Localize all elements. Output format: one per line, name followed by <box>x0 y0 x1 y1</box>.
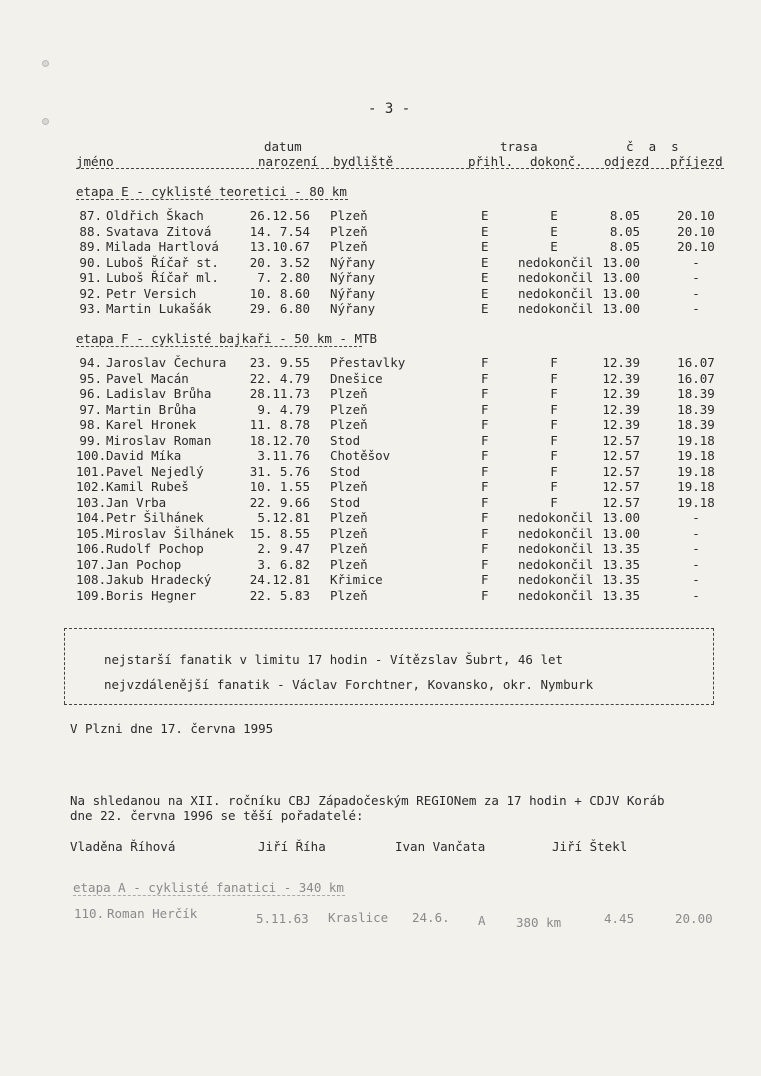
row-prijezd: 19.18 <box>677 494 715 510</box>
table-row <box>0 588 761 604</box>
row-born: 22. 4.79 <box>249 370 310 386</box>
row-prijezd: 19.18 <box>677 463 715 479</box>
row-name: Jakub Hradecký <box>106 572 212 587</box>
row-dokonc: nedokončil <box>518 510 594 525</box>
row-prijezd: 18.39 <box>677 386 715 401</box>
row-city: Nýřany <box>330 270 376 285</box>
row-born: 3.11.76 <box>257 448 310 463</box>
row-number: 101. <box>76 463 107 479</box>
row-prijezd: - <box>692 525 700 541</box>
organizer-name: Jiří Štekl <box>552 839 628 854</box>
row-number: 94. <box>79 355 102 370</box>
row-number: 96. <box>79 386 102 401</box>
header-dokonc: dokonč. <box>530 154 583 169</box>
row-city: Plzeň <box>330 525 368 541</box>
row-city: Plzeň <box>330 239 368 254</box>
row-odjezd: 8.05 <box>609 208 640 223</box>
row-name: Jaroslav Čechura <box>106 355 227 370</box>
row-dokonc: E <box>550 223 558 239</box>
row-number: 88. <box>79 223 102 239</box>
row-city: Dnešice <box>330 370 383 386</box>
row-prijezd: 16.07 <box>677 370 715 386</box>
row-name: Pavel Nejedlý <box>106 463 204 479</box>
row-city: Plzeň <box>330 208 368 223</box>
table-row <box>0 371 761 387</box>
row-born: 11. 8.78 <box>249 417 310 432</box>
farewell-line-2: dne 22. června 1996 se těší pořadatelé: <box>70 808 364 823</box>
row-born: 20. 3.52 <box>249 254 310 270</box>
header-bydliste: bydliště <box>333 154 394 169</box>
punch-hole <box>42 60 49 67</box>
row-number: 95. <box>79 370 102 386</box>
row-odjezd: 13.00 <box>602 285 640 301</box>
row-prijezd: - <box>692 587 700 603</box>
row-odjezd: 12.39 <box>602 386 640 401</box>
row-odjezd: 13.35 <box>602 541 640 556</box>
row-name: Jan Vrba <box>106 494 167 510</box>
row-born: 3. 6.82 <box>257 556 310 572</box>
row-born: 23. 9.55 <box>249 355 310 370</box>
row-born: 22. 5.83 <box>249 587 310 603</box>
row-dokonc: F <box>550 355 558 370</box>
row-odjezd: 12.39 <box>602 417 640 432</box>
bleed-underline <box>73 895 345 896</box>
row-dokonc: nedokončil <box>518 572 594 587</box>
row-number: 87. <box>79 208 102 223</box>
row-dokonc: nedokončil <box>518 301 594 316</box>
organizer-name: Vladěna Říhová <box>70 839 176 854</box>
row-prijezd: 19.18 <box>677 432 715 448</box>
row-prijezd: - <box>692 270 700 285</box>
row-born: 14. 7.54 <box>249 223 310 239</box>
row-number: 107. <box>76 556 107 572</box>
table-row <box>0 557 761 573</box>
header-rule <box>76 168 724 169</box>
row-dokonc: nedokončil <box>518 587 594 603</box>
row-odjezd: 12.39 <box>602 401 640 417</box>
row-odjezd: 13.35 <box>602 572 640 587</box>
row-city: Stod <box>330 432 361 448</box>
row-name: Ladislav Brůha <box>106 386 212 401</box>
row-name: Miroslav Šilhánek <box>106 525 234 541</box>
row-odjezd: 12.39 <box>602 370 640 386</box>
row-odjezd: 12.39 <box>602 355 640 370</box>
section-title-f: etapa F - cyklisté bajkaři - 50 km - MTB <box>76 331 378 346</box>
row-number: 92. <box>79 285 102 301</box>
row-prihl: E <box>481 239 489 254</box>
row-odjezd: 13.35 <box>602 556 640 572</box>
row-name: Petr Šilhánek <box>106 510 204 525</box>
row-dokonc: nedokončil <box>518 254 594 270</box>
row-city: Plzeň <box>330 223 368 239</box>
row-prijezd: - <box>692 556 700 572</box>
row-dokonc: nedokončil <box>518 285 594 301</box>
row-born: 18.12.70 <box>249 432 310 448</box>
row-prihl: F <box>481 556 489 572</box>
row-number: 91. <box>79 270 102 285</box>
row-prihl: F <box>481 525 489 541</box>
row-city: Plzeň <box>330 417 368 432</box>
row-odjezd: 12.57 <box>602 479 640 494</box>
row-dokonc: F <box>550 401 558 417</box>
box-top-border <box>64 628 714 629</box>
row-prihl: F <box>481 479 489 494</box>
row-number: 104. <box>76 510 107 525</box>
row-prihl: E <box>481 223 489 239</box>
row-prihl: F <box>481 386 489 401</box>
row-odjezd: 8.05 <box>609 239 640 254</box>
row-prijezd: 20.10 <box>677 223 715 239</box>
row-prijezd: 18.39 <box>677 417 715 432</box>
row-dokonc: nedokončil <box>518 556 594 572</box>
row-odjezd: 13.00 <box>602 270 640 285</box>
row-dokonc: F <box>550 479 558 494</box>
row-prihl: F <box>481 541 489 556</box>
row-dokonc: nedokončil <box>518 541 594 556</box>
row-name: Petr Versich <box>106 285 197 301</box>
row-name: Pavel Macán <box>106 370 189 386</box>
row-name: Milada Hartlová <box>106 239 219 254</box>
row-number: 106. <box>76 541 107 556</box>
row-city: Stod <box>330 463 361 479</box>
table-row <box>0 541 761 557</box>
row-odjezd: 12.57 <box>602 448 640 463</box>
table-row <box>0 239 761 255</box>
row-born: 22. 9.66 <box>249 494 310 510</box>
row-number: 99. <box>79 432 102 448</box>
organizer-name: Jiří Říha <box>258 839 326 854</box>
bleed-distance: 380 km <box>516 915 562 930</box>
row-odjezd: 12.57 <box>602 494 640 510</box>
section-underline <box>76 199 348 200</box>
table-row <box>0 526 761 542</box>
row-city: Plzeň <box>330 510 368 525</box>
place-date: V Plzni dne 17. června 1995 <box>70 721 274 736</box>
table-row <box>0 386 761 402</box>
row-number: 98. <box>79 417 102 432</box>
row-number: 105. <box>76 525 107 541</box>
section-underline <box>76 346 362 347</box>
row-number: 97. <box>79 401 102 417</box>
row-dokonc: nedokončil <box>518 270 594 285</box>
row-born: 13.10.67 <box>249 239 310 254</box>
row-city: Nýřany <box>330 285 376 301</box>
row-born: 7. 2.80 <box>257 270 310 285</box>
row-dokonc: nedokončil <box>518 525 594 541</box>
row-name: Boris Hegner <box>106 587 197 603</box>
header-jmeno: jméno <box>76 154 114 169</box>
row-prijezd: 18.39 <box>677 401 715 417</box>
row-born: 28.11.73 <box>249 386 310 401</box>
row-dokonc: E <box>550 208 558 223</box>
row-odjezd: 8.05 <box>609 223 640 239</box>
row-number: 100. <box>76 448 107 463</box>
row-dokonc: F <box>550 494 558 510</box>
row-number: 108. <box>76 572 107 587</box>
row-odjezd: 13.00 <box>602 525 640 541</box>
row-prihl: E <box>481 208 489 223</box>
row-odjezd: 12.57 <box>602 463 640 479</box>
row-odjezd: 13.00 <box>602 301 640 316</box>
row-number: 89. <box>79 239 102 254</box>
row-name: Kamil Rubeš <box>106 479 189 494</box>
row-city: Plzeň <box>330 401 368 417</box>
row-prijezd: - <box>692 285 700 301</box>
row-prihl: F <box>481 448 489 463</box>
row-name: Karel Hronek <box>106 417 197 432</box>
row-odjezd: 13.00 <box>602 510 640 525</box>
row-prihl: F <box>481 572 489 587</box>
row-dokonc: F <box>550 448 558 463</box>
header-narozeni: narození <box>258 154 319 169</box>
row-prihl: F <box>481 510 489 525</box>
table-row <box>0 224 761 240</box>
row-city: Plzeň <box>330 386 368 401</box>
row-name: Luboš Říčař ml. <box>106 270 219 285</box>
row-city: Křimice <box>330 572 383 587</box>
bleed-city: Kraslice <box>328 910 389 925</box>
header-prihl: přihl. <box>468 154 514 169</box>
row-born: 2. 9.47 <box>257 541 310 556</box>
bleed-section-title: etapa A - cyklisté fanatici - 340 km <box>73 880 344 895</box>
farewell-line-1: Na shledanou na XII. ročníku CBJ Západočeským REGIONem za 17 hodin + CDJV Koráb <box>70 793 665 808</box>
row-born: 29. 6.80 <box>249 301 310 316</box>
row-number: 90. <box>79 254 102 270</box>
row-name: Martin Lukašák <box>106 301 212 316</box>
row-number: 103. <box>76 494 107 510</box>
row-dokonc: F <box>550 463 558 479</box>
header-odjezd: odjezd <box>604 154 650 169</box>
row-number: 109. <box>76 587 107 603</box>
table-row <box>0 448 761 464</box>
table-row <box>0 301 761 317</box>
row-name: Jan Pochop <box>106 556 182 572</box>
row-prihl: F <box>481 432 489 448</box>
row-name: Svatava Zitová <box>106 223 212 239</box>
row-prihl: E <box>481 285 489 301</box>
table-row <box>0 510 761 526</box>
row-born: 5.12.81 <box>257 510 310 525</box>
row-city: Přestavlky <box>330 355 406 370</box>
bleed-born: 5.11.63 <box>256 911 309 926</box>
organizer-name: Ivan Vančata <box>395 839 486 854</box>
row-name: Martin Brůha <box>106 401 197 417</box>
row-prijezd: - <box>692 572 700 587</box>
table-row <box>0 355 761 371</box>
row-dokonc: F <box>550 432 558 448</box>
punch-hole <box>42 118 49 125</box>
bleed-date: 24.6. <box>412 910 450 925</box>
section-title-e: etapa E - cyklisté teoretici - 80 km <box>76 184 347 199</box>
row-prihl: F <box>481 370 489 386</box>
row-name: Rudolf Pochop <box>106 541 204 556</box>
row-prijezd: 20.10 <box>677 208 715 223</box>
row-born: 24.12.81 <box>249 572 310 587</box>
row-prihl: F <box>481 355 489 370</box>
row-prijezd: - <box>692 541 700 556</box>
row-prijezd: 19.18 <box>677 448 715 463</box>
bleed-odjezd: 4.45 <box>604 911 635 926</box>
row-prihl: E <box>481 301 489 316</box>
box-right-border <box>713 628 714 704</box>
page-number: - 3 - <box>368 101 411 117</box>
row-number: 93. <box>79 301 102 316</box>
header-prijezd: příjezd <box>670 154 723 169</box>
table-row <box>0 255 761 271</box>
row-city: Nýřany <box>330 301 376 316</box>
row-odjezd: 13.35 <box>602 587 640 603</box>
row-prihl: E <box>481 270 489 285</box>
row-city: Plzeň <box>330 556 368 572</box>
bleed-name: Roman Herčík <box>107 906 198 921</box>
bleed-prijezd: 20.00 <box>675 911 713 926</box>
row-prijezd: - <box>692 301 700 316</box>
row-dokonc: F <box>550 417 558 432</box>
table-row <box>0 208 761 224</box>
row-dokonc: F <box>550 370 558 386</box>
box-line-farthest: nejvzdálenější fanatik - Václav Forchtner, Kovansko, okr. Nymburk <box>104 677 594 692</box>
row-prihl: F <box>481 587 489 603</box>
box-left-border <box>64 628 65 704</box>
bleed-no: 110. <box>74 906 105 921</box>
header-cas: č a s <box>626 139 679 154</box>
table-row <box>0 270 761 286</box>
row-prihl: F <box>481 494 489 510</box>
row-born: 31. 5.76 <box>249 463 310 479</box>
row-city: Stod <box>330 494 361 510</box>
row-prijezd: - <box>692 254 700 270</box>
row-prihl: E <box>481 254 489 270</box>
row-number: 102. <box>76 479 107 494</box>
row-odjezd: 13.00 <box>602 254 640 270</box>
table-row <box>0 433 761 449</box>
row-prihl: F <box>481 401 489 417</box>
header-trasa: trasa <box>500 139 538 154</box>
row-city: Plzeň <box>330 541 368 556</box>
table-row <box>0 464 761 480</box>
row-born: 15. 8.55 <box>249 525 310 541</box>
row-prihl: F <box>481 417 489 432</box>
row-city: Nýřany <box>330 254 376 270</box>
row-born: 10. 1.55 <box>249 479 310 494</box>
table-row <box>0 479 761 495</box>
row-dokonc: E <box>550 239 558 254</box>
row-dokonc: F <box>550 386 558 401</box>
table-row <box>0 495 761 511</box>
row-prijezd: 16.07 <box>677 355 715 370</box>
table-row <box>0 402 761 418</box>
box-line-oldest: nejstarší fanatik v limitu 17 hodin - Vítězslav Šubrt, 46 let <box>104 652 564 667</box>
table-row <box>0 417 761 433</box>
row-name: Miroslav Roman <box>106 432 212 448</box>
bleed-prihl: A <box>478 913 486 928</box>
row-city: Plzeň <box>330 587 368 603</box>
row-prijezd: - <box>692 510 700 525</box>
row-name: Oldřich Škach <box>106 208 204 223</box>
row-city: Plzeň <box>330 479 368 494</box>
table-row <box>0 286 761 302</box>
row-prihl: F <box>481 463 489 479</box>
row-born: 9. 4.79 <box>257 401 310 417</box>
row-odjezd: 12.57 <box>602 432 640 448</box>
table-row <box>0 572 761 588</box>
row-name: David Míka <box>106 448 182 463</box>
box-bottom-border <box>64 704 714 705</box>
row-prijezd: 20.10 <box>677 239 715 254</box>
row-prijezd: 19.18 <box>677 479 715 494</box>
row-born: 10. 8.60 <box>249 285 310 301</box>
row-name: Luboš Říčař st. <box>106 254 219 270</box>
row-born: 26.12.56 <box>249 208 310 223</box>
header-datum: datum <box>264 139 302 154</box>
row-city: Chotěšov <box>330 448 391 463</box>
